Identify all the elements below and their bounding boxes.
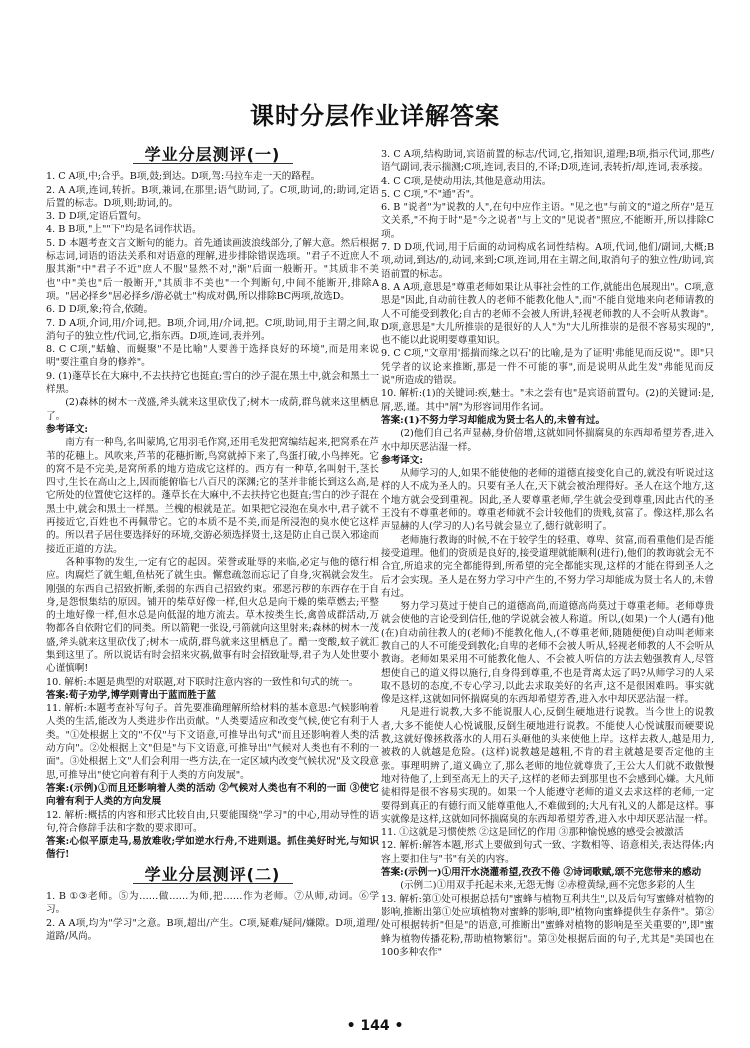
right-column: [381, 148, 714, 1008]
answer-item: 10. 解析:(1)的关键词:疾,魅士。"未之尝有也"是宾语前置句。(2)的关键词:是,屑,恶,谨。其中"屑"为形容词用作名词。: [381, 388, 714, 413]
answer-item: 11. 解析:本题考查补写句子。首先要准确理解所给材料的基本意思:气候影响着人类的生活,能改为人类进步作出贡献。"人类要适应和改变气候,使它有利于人类。"①处根据上文的"不仅"与下文语意,可推导出句式"而且还影响着人类的活动方向"。②处根据上文"但是"与下文语意,可推导出"气候对人类也有不利的一面"。③处根据上文"人们会利用一些方法,在一定区域内改变气候状况"及文段意思,可推导出"使它向着有利于人类的方向发展"。: [46, 703, 379, 781]
translation-paragraph: 南方有一种鸟,名叫蒙鸠,它用羽毛作窝,还用毛发把窝编结起来,把窝系在芦苇的花穗上。风吹来,芦苇的花穗折断,鸟窝就掉下来了,鸟蛋打破,小鸟摔死。它的窝不是不完美,是窝所系的地方造成它这样的。西方有一种草,名叫射干,茎长四寸,生长在高山之上,因而能俯临七八百尺的深渊;它的茎并非能长到这么高,是它所处的位置使它这样的。蓬草长在大麻中,不去扶持它也挺直;雪白的沙子混在黑土中,就会和黑土一样黑。兰槐的根就是芷。如果把它浸泡在臭水中,君子就不再接近它,百姓也不再佩带它。它的本质不是不美,而是所浸泡的臭水使它这样的。所以君子居住要选择好的环境,交游必须选择贤士,这是防止自己误入邪途而接近正道的方法。: [46, 437, 379, 555]
section-heading-1: 学业分层测评(一): [46, 148, 379, 164]
answer-item: 6. B "说者"为"说教的人",在句中应作主语。"见之也"与前文的"道之所存"是互文关系,"不拘于时"是"今之说者"与上文的"见说者"照应,不能断开,所以排除C项。: [381, 202, 714, 240]
answer-item: 3. D D项,定语后置句。: [46, 211, 147, 223]
section-heading-2: 学业分层测评(二): [46, 868, 379, 884]
reference-translation-label: 参考译文:: [381, 454, 423, 466]
left-column: [46, 142, 379, 1012]
page-title: 课时分层作业详解答案: [250, 102, 500, 130]
translation-paragraph: 从师学习的人,如果不能使他的老师的道德直接变化自己的,就没有听说过这样的人不成为圣人的。只要有圣人在,天下就会被治理得好。圣人在这个地方,这个地方就会受到重视。因此,圣人要尊重老师,学生就会受到尊重,因此古代的圣王没有不尊重老师的。尊重老师就不会计较他们的贵贱,贫富了。像这样,那么名声显赫的人(学习的人)名号就会显立了,德行就彰明了。: [381, 468, 714, 533]
answer-item: 2. A A项,连词,转折。B项,兼词,在那里;语气助词,了。C项,助词,的;助词,定语后置的标志。D项,则;助词,的。: [46, 184, 379, 209]
answer-item: 1. C A项,中;合乎。B项,鼓;到达。D项,驾:马拉车走一天的路程。: [46, 171, 321, 183]
answer-item: 7. D D项,代词,用于后面的动词构成名词性结构。A项,代词,他们/副词,大概;B项,动词,到达/的,动词,来到;C项,连词,用在主谓之间,取消句子的独立性/助词,宾语前置的标志。: [381, 242, 714, 280]
answer-item: 5. D 本题考查文言文断句的能力。首先通读画波浪线部分,了解大意。然后根据标志词,词语的语法关系和对语意的理解,进步排除错误选项。"君子不近庶人不服其渐"中"君子不近"庶人不服"显然不对,"渐"后面一般断开。"其质非不美也"中"美也"后一般断开,"其质非不美也"一个判断句,中间不能断开,排除A项。"居必择乡"居必择乡/游必就士"构成对偶,所以排除BC两项,故选D。: [46, 237, 379, 302]
answer-item: 13. 解析:第①处可根据总括句"蜜蜂与植物互利共生",以及后句写蜜蜂对植物的影响,推断出第①处应填植物对蜜蜂的影响,即"植物向蜜蜂提供生存条件"。第②处可根据转折"但是"的语意,可推断出"蜜蜂对植物的影响是至关重要的",即"蜜蜂为植物传播花粉,帮助植物繁衍"。第③处根据后面的句子,尤其是"美国也在100多种农作": [381, 893, 714, 958]
answer-item: 12. 解析:解答本题,形式上要做到句式一致、字数相等、语意相关,表达得体;内容上要扣住与"书"有关的内容。: [381, 840, 714, 865]
answer-item: 12. 解析:概括的内容和形式比较自由,只要能围绕"学习"的中心,用动导性的语句,符合修辞手法和字数的要求即可。: [46, 809, 379, 834]
answer-item: 10. 解析:本题是典型的对联题,对下联时注意内容的一致性和句式的统一。: [46, 676, 359, 688]
answer-line: 答案:荀子劝学,博学则青出于蓝而胜于蓝: [46, 689, 216, 701]
answer-item: (2)森林的树木一茂盛,斧头就来这里砍伐了;树木一成荫,群鸟就来这里栖息了。: [46, 397, 379, 422]
answer-item: 3. C A项,结构助词,宾语前置的标志/代词,它,指知识,道理;B项,指示代词,那些/语气副词,表示揣测;C项,连词,表目的,不译;D项,连词,表转折/却,连词,表承接。: [381, 149, 714, 174]
translation-paragraph: 老师施行教诲的时候,不在于较学生的轻重、尊卑、贫富,而看重他们是否能接受道理。他们的资质是良好的,接受道理就能顺利(进行),他们的教诲就会无不合宜,所追求的完全都能得到,所希望的完全都能实现,这样的才能在得到圣人之后才会实现。圣人是在努力学习中产生的,不努力学习却能成为贤士名人的,未曾有过。: [381, 534, 714, 599]
answer-item: 8. A A项,意思是"尊重老师如果让从事社会性的工作,就能出色展现出"。C项,意思是"因此,自动前往教人的老师不能教化他人",而"不能自觉地来向老师请教的人不可能受到教化;自古的老师不会被人所讲,轻视老师教的人不会听从教诲"。D项,意思是"大儿所推崇的是很好的人人"为"大儿所推崇的是很不容易实现的",也不能以此说明要尊重知识。: [381, 281, 714, 347]
answer-item: 2. A A项,均为"学习"之意。B项,超出/产生。C项,疑难/疑问/嫌隙。D项,道理/道路/风尚。: [46, 917, 379, 942]
answer-item: 6. D D项,象;符合,依随。: [46, 304, 154, 316]
page-number: • 144 •: [346, 1018, 404, 1034]
reference-translation-label: 参考译文:: [46, 423, 88, 435]
translation-paragraph: 凡是进行说教,大多不能说服人心,反倒生硬地进行说教。当今世上的说教者,大多不能使人心悦诚服,反倒生硬地进行说教。不能使人心悦诚服而硬要说教,这就好像拯救落水的人用石头砸他的头来使他上岸。这样去救人,越是用力,被救的人就越是危险。(这样)说教越是越粗,不肯的君主就越是要否定他的主张。事理明辨了,道义确立了,那么老师的地位就尊贵了,王公大人们就不敢傲慢地对待他了,上到至高无上的天子,这样的老师去到那里也不会感到心嫌。大凡师徒相得是很不容易实现的。如果一个人能遵守老师的道义去求这样的老师,一定要得到真正的有德行而又能尊重他人,不难做到的;大凡有礼义的人都是这样。事实就像是这样,这就如同怀揣腐臭的东西却希望芳香,进入水中却厌恶沾湿一样。: [381, 707, 714, 825]
answer-item: 4. B B项,"上""下"均是名词作状语。: [46, 224, 202, 236]
translation-paragraph: 努力学习莫过于使自己的道德高尚,而道德高尚莫过于尊重老师。老师尊贵就会使他的言论受到信任,他的学说就会被人称道。所以,(如果)一个人(遇有)他(在)自动前往教人的(老师)不能教化他人,(不尊重老师,随随便便)自动叫老师来教自己的人不可能受到教化;自卑的老师不会被人听从,轻视老师教的人不会听从教诲。老师如果采用不可能教化他人、不会被人听信的方法去勉强教育人,尽管想使自己的道义得以施行,自身得到尊重,不也是背离太远了吗?从师学习的人采取不恳切的态度,不专心学习,以此去求取美好的名声,这不是很困难吗。事实就像是这样,这就如同怀揣腐臭的东西却希望芳香,进入水中却厌恶沾湿一样。: [381, 601, 714, 706]
answer-item: 9. (1)蓬草长在大麻中,不去扶持它也挺直;雪白的沙子混在黑土中,就会和黑土一样黑。: [46, 370, 379, 396]
answer-line: 答案:(1)不努力学习却能成为贤士名人的,未曾有过。: [381, 414, 606, 426]
answer-item: 11. ①这就是习惯使然 ②这是回忆的作用 ③那种愉悦感的感受会被激活: [381, 827, 684, 839]
answer-item: 7. D A项,介词,用/介词,把。B项,介词,用/介词,把。C项,助词,用于主谓之间,取消句子的独立性/代词,它,指东西。D项,连词,表并列。: [46, 317, 379, 342]
answer-item: 4. C C项,是使动用法,其他是意动用法。: [381, 175, 552, 187]
answer-line: 答案:心似平原走马,易放难收;学如逆水行舟,不进则退。抓住美好时光,与知识偕行!: [46, 836, 379, 861]
answer-item: 8. C C项,"蛞蝓、而蜒聚"不是比喻"人要善于选择良好的环境",而是用来说明"要注重自身的修养"。: [46, 344, 379, 369]
answer-item: 5. C C项,"不"通"否"。: [381, 188, 480, 200]
answer-line: 答案:(示例一)①用汗水浇灌希望,孜孜不倦 ②诗词歌赋,颂不完您带来的感动: [381, 867, 702, 879]
answer-item: 1. B ①③老师。⑤为……做……为师,把……作为老师。⑦从师,动词。⑥学习。: [46, 891, 379, 916]
answer-line: (示例二)①用双手托起未来,无怨无悔 ②赤橙黄绿,画不完您多彩的人生: [400, 880, 696, 892]
answer-item: 9. C C项,"文章用'摇揣而缘之以石'的比喻,是为了证明'弗能见而反说'"。即"只凭学者的议论来推断,那是一件不可能的事",而是说明从此生发"弗能见而反说"所造成的错误。: [381, 348, 714, 387]
translation-paragraph: 各种事物的发生,一定有它的起因。荣誉或耻辱的来临,必定与他的德行相应。肉腐烂了就生蛆,鱼枯死了就生虫。懈怠疏忽而忘记了自身,灾祸就会发生。刚强的东西自己招致折断,柔弱的东西自己招致约束。邪恶污秽的东西存在于自身,是怨恨集结的原因。铺开的柴草好像一样,但火总是向干燥的柴草燃去;平整的土地好像一样,但水总是向低湿的地方流去。草木按类生长,禽兽成群活动,万物都各自依附它们的同类。所以箭靶一张设,弓箭就向这里射来;森林的树木一茂盛,斧头就来这里砍伐了;树木一成荫,群鸟就来这里栖息了。醋一变酸,蚊子就汇集到这里了。所以说话有时会招来灾祸,做事有时会招致耻辱,君子为人处世要小心谨慎啊!: [46, 556, 379, 675]
answer-line: 答案:(示例)①而且还影响着人类的活动 ②气候对人类也有不利的一面 ③使它向着有利于人类的方向发展: [46, 782, 379, 808]
answer-line: (2)他们自己名声显赫,身价倍增,这就如同怀揣腐臭的东西却希望芳香,进入水中却厌恶沾湿一样。: [381, 428, 714, 453]
